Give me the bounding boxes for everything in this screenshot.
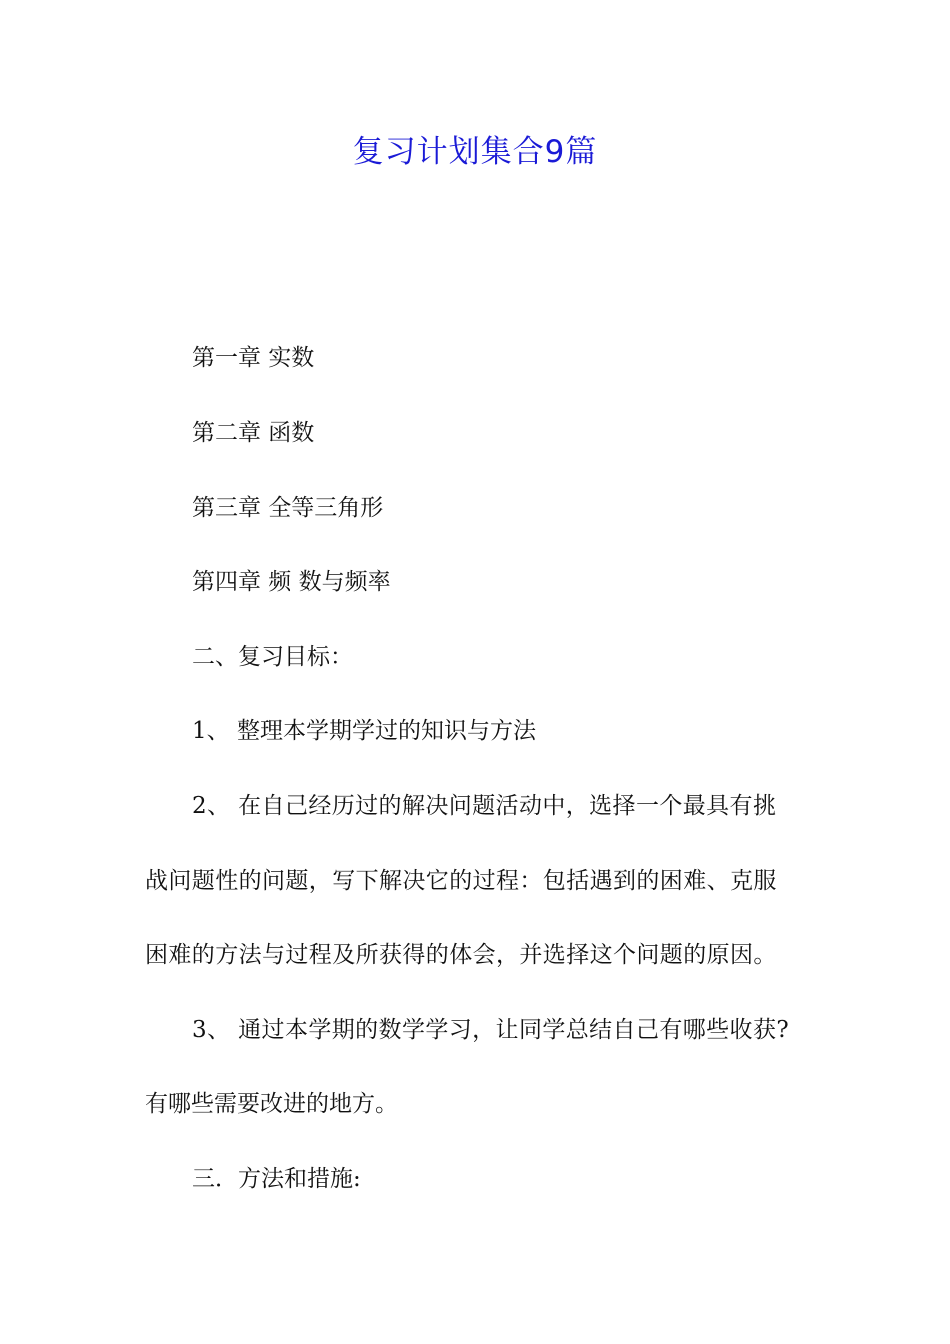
goal-1: 1、 整理本学期学过的知识与方法 xyxy=(192,718,536,744)
chapter-1: 第一章 实数 xyxy=(192,345,315,371)
goal-2-line-1: 2、 在自己经历过的解决问题活动中，选择一个最具有挑 xyxy=(192,793,777,819)
chapter-3: 第三章 全等三角形 xyxy=(192,495,384,521)
section-two-heading: 二、复习目标： xyxy=(192,644,353,670)
goal-2-line-2: 战问题性的问题，写下解决它的过程：包括遇到的困难、克服 xyxy=(145,868,777,894)
goal-3-line-2: 有哪些需要改进的地方。 xyxy=(145,1091,398,1117)
chapter-4: 第四章 频 数与频率 xyxy=(192,569,391,595)
goal-2-line-3: 困难的方法与过程及所获得的体会，并选择这个问题的原因。 xyxy=(145,942,777,968)
chapter-2: 第二章 函数 xyxy=(192,420,315,446)
goal-3-line-1: 3、 通过本学期的数学学习，让同学总结自己有哪些收获? xyxy=(192,1017,790,1043)
document-title: 复习计划集合9篇 xyxy=(352,134,598,170)
section-three-heading: 三．方法和措施: xyxy=(192,1166,361,1192)
